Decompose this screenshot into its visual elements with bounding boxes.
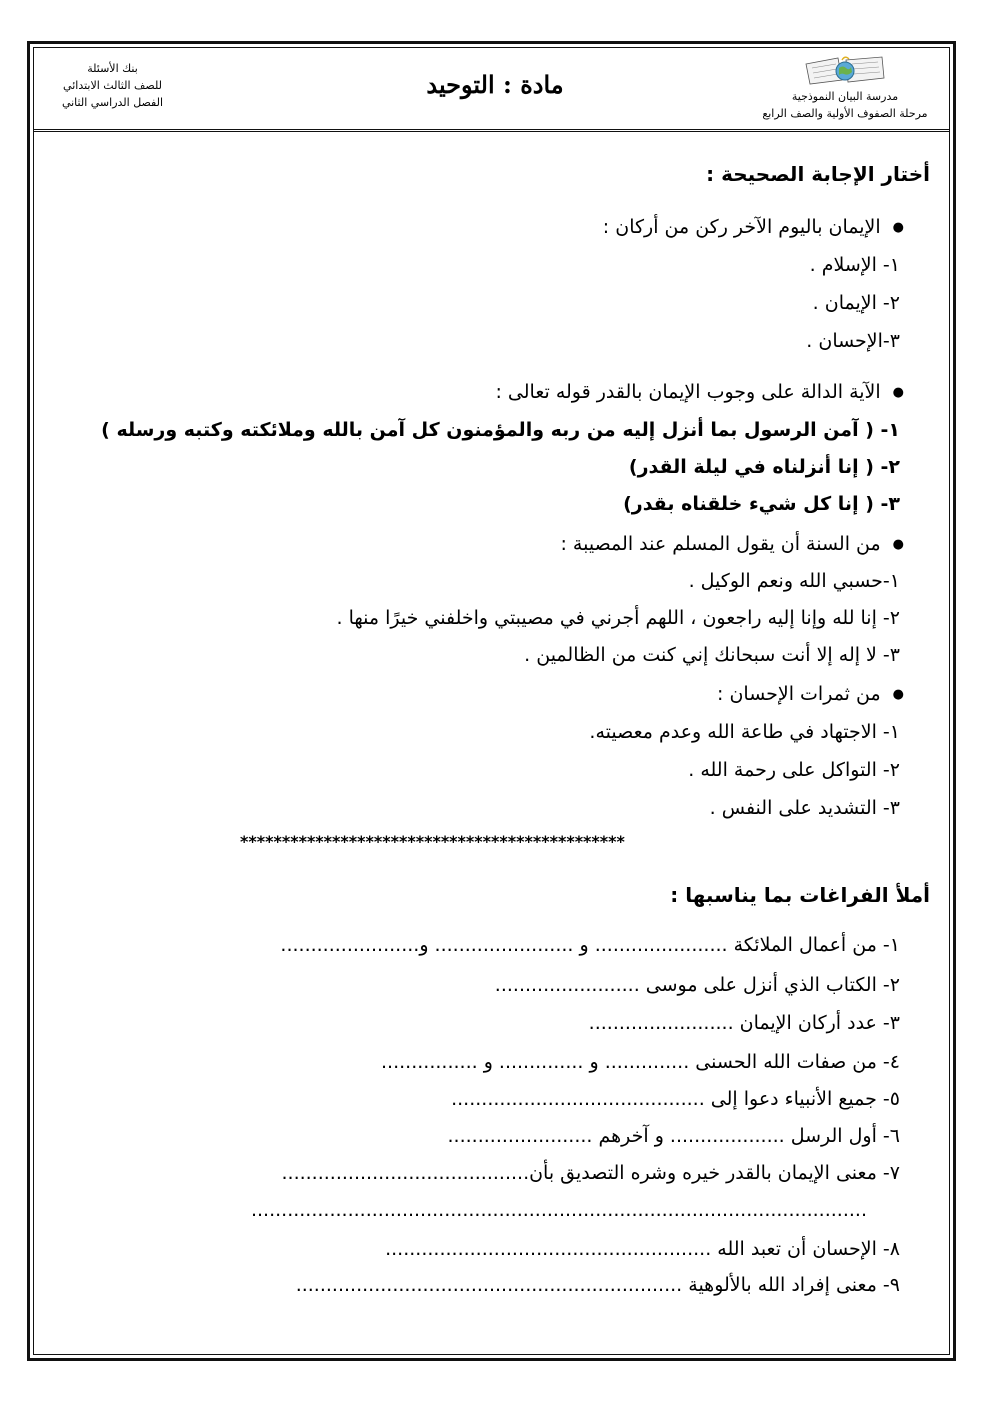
question-3-option-2: ٢- إنا لله وإنا إليه راجعون ، اللهم أجرني في مصيبتي واخلفني خيرًا منها . bbox=[336, 607, 900, 629]
blank-item-9: ٩- معنى إفراد الله بالألوهية ................................................................ bbox=[295, 1274, 900, 1296]
question-1-option-2: ٢- الإيمان . bbox=[812, 292, 900, 314]
question-1: ● الإيمان باليوم الآخر ركن من أركان : bbox=[603, 216, 904, 238]
blank-item-7-continuation: ...................................................................................................... bbox=[250, 1199, 867, 1221]
blank-item-8: ٨- الإحسان أن تعبد الله ...................................................... bbox=[385, 1238, 900, 1260]
question-4-option-1: ١- الاجتهاد في طاعة الله وعدم معصيته. bbox=[589, 721, 900, 743]
school-name: مدرسة البيان النموذجية bbox=[791, 90, 899, 103]
question-2-option-2: ٢- ( إنا أنزلناه في ليلة القدر) bbox=[628, 456, 900, 478]
section-heading-fill-blanks: أملأ الفراغات بما يناسبها : bbox=[670, 883, 930, 907]
blank-item-6: ٦- أول الرسل ................... و آخرهم ........................ bbox=[447, 1125, 900, 1147]
question-3-option-1: ١-حسبي الله ونعم الوكيل . bbox=[688, 570, 900, 592]
question-1-option-1: ١- الإسلام . bbox=[809, 254, 900, 276]
question-4-option-2: ٢- التواكل على رحمة الله . bbox=[688, 759, 900, 781]
question-1-option-3: ٣-الإحسان . bbox=[806, 330, 900, 352]
question-2-option-3: ٣- ( إنا كل شيء خلقناه بقدر) bbox=[623, 493, 900, 515]
semester-label: الفصل الدراسي الثاني bbox=[61, 96, 164, 109]
section-separator: ********************************************** bbox=[240, 832, 625, 851]
school-stage: مرحلة الصفوف الأولية والصف الرابع bbox=[762, 107, 928, 120]
question-3: ● من السنة أن يقول المسلم عند المصيبة : bbox=[560, 533, 904, 555]
school-logo-icon bbox=[802, 54, 888, 86]
subject-title: مادة : التوحيد bbox=[426, 70, 564, 99]
question-4: ● من ثمرات الإحسان : bbox=[717, 683, 904, 705]
header-info bbox=[50, 60, 175, 111]
question-2: ● الآية الدالة على وجوب الإيمان بالقدر قوله تعالى : bbox=[495, 381, 904, 403]
question-4-option-3: ٣- التشديد على النفس . bbox=[709, 797, 900, 819]
header-divider bbox=[33, 129, 950, 132]
section-heading-multiple-choice: أختار الإجابة الصحيحة : bbox=[706, 162, 930, 186]
blank-item-3: ٣- عدد أركان الإيمان ........................ bbox=[588, 1012, 900, 1034]
blank-item-5: ٥- جميع الأنبياء دعوا إلى .......................................... bbox=[451, 1088, 900, 1110]
blank-item-7: ٧- معنى الإيمان بالقدر خيره وشره التصديق بأن......................................... bbox=[281, 1162, 900, 1184]
question-bank-label: بنك الأسئلة bbox=[87, 62, 138, 75]
question-2-option-1: ١- ( آمن الرسول بما أنزل إليه من ربه والمؤمنون كل آمن بالله وملائكته وكتبه ورسله ) bbox=[101, 419, 900, 441]
school-header bbox=[745, 54, 945, 122]
question-3-option-3: ٣- لا إله إلا أنت سبحانك إني كنت من الظالمين . bbox=[524, 644, 900, 666]
grade-label: للصف الثالث الابتدائي bbox=[63, 79, 162, 92]
blank-item-4: ٤- من صفات الله الحسنى .............. و .............. و ................ bbox=[381, 1051, 900, 1073]
blank-item-2: ٢- الكتاب الذي أنزل على موسى ........................ bbox=[494, 974, 900, 996]
blank-item-1: ١- من أعمال الملائكة ...................... و ....................... و....................... bbox=[280, 934, 900, 956]
